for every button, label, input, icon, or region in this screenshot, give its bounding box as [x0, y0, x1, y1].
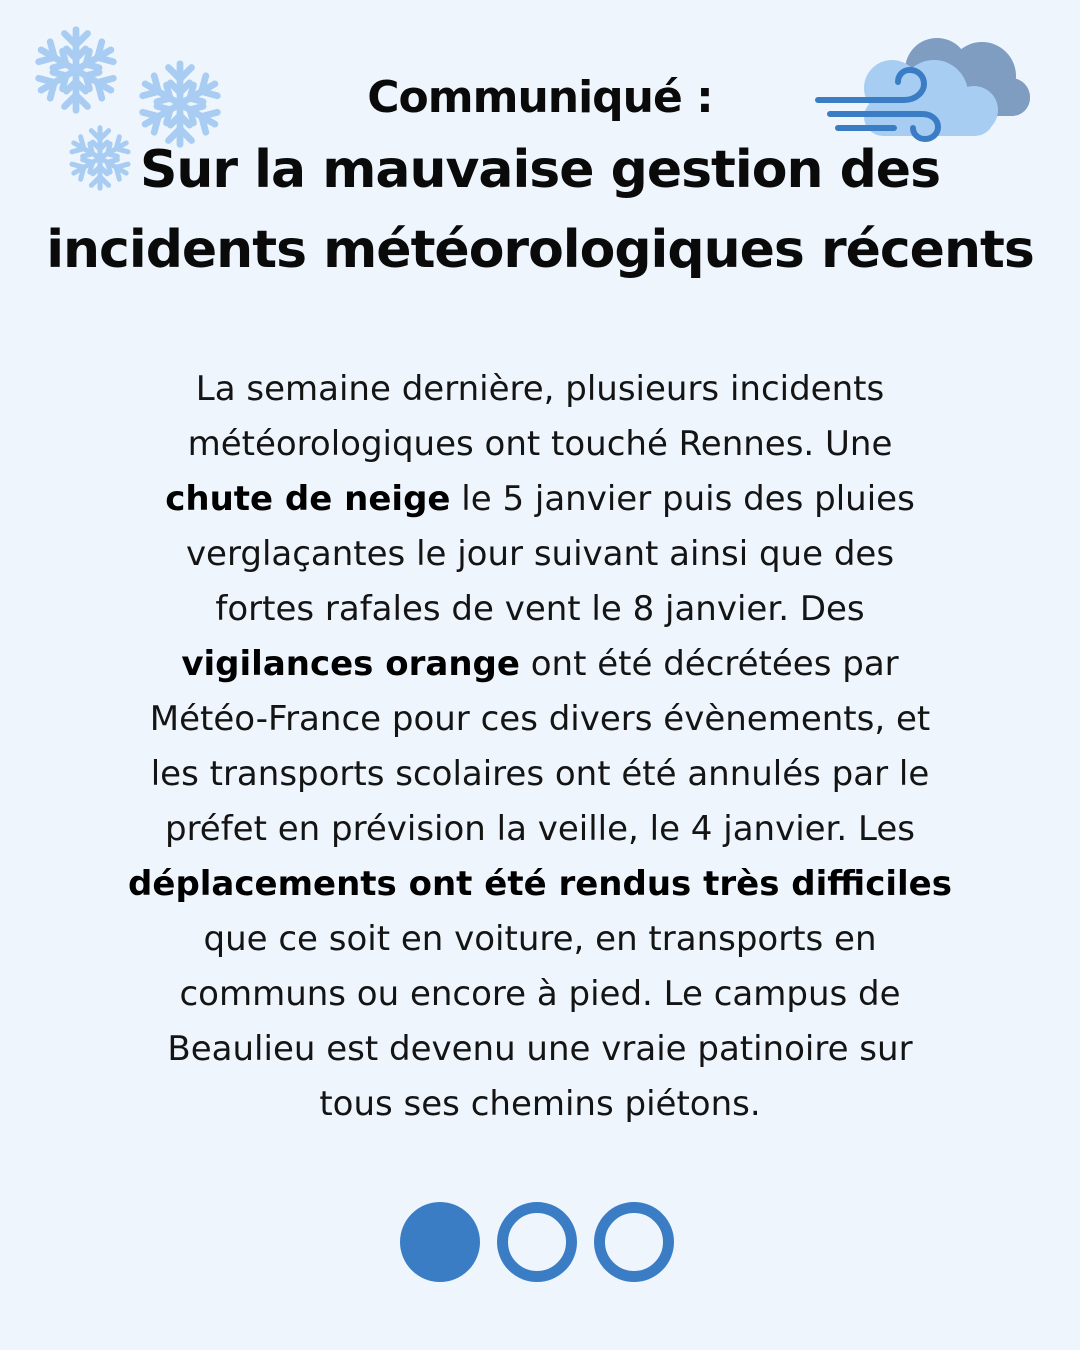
pagination-dot-active[interactable]: [400, 1202, 480, 1282]
body-text-segment: communs ou encore à pied. Le campus de: [179, 974, 901, 1014]
body-text-segment: le 5 janvier puis des pluies: [450, 479, 915, 519]
body-line: [100, 362, 980, 417]
pagination-dot[interactable]: [497, 1202, 577, 1282]
body-line: [100, 417, 980, 472]
body-line: [100, 967, 980, 1022]
body-text-segment: météorologiques ont touché Rennes. Une: [187, 424, 893, 464]
emphasis-text: déplacements ont été rendus très difficiles: [128, 864, 952, 904]
title-line-1: Communiqué :: [367, 72, 713, 123]
carousel-pagination: [400, 1202, 680, 1282]
title-line-2: Sur la mauvaise gestion des: [139, 140, 941, 200]
emphasis-text: chute de neige: [165, 479, 451, 519]
emphasis-text: vigilances orange: [181, 644, 520, 684]
body-line: [100, 802, 980, 857]
page-title: [0, 66, 1080, 290]
body-text-segment: ont été décrétées par: [519, 644, 899, 684]
body-line: [100, 1077, 980, 1132]
communique-body: [100, 362, 980, 1132]
body-line: [100, 527, 980, 582]
body-line: [100, 912, 980, 967]
body-line: [100, 857, 980, 912]
body-line: [100, 692, 980, 747]
body-line: [100, 747, 980, 802]
pagination-dot[interactable]: [594, 1202, 674, 1282]
body-text-segment: Beaulieu est devenu une vraie patinoire sur: [167, 1029, 913, 1069]
body-text-segment: fortes rafales de vent le 8 janvier. Des: [215, 589, 865, 629]
body-line: [100, 1022, 980, 1077]
body-text-segment: La semaine dernière, plusieurs incidents: [195, 369, 885, 409]
body-line: [100, 582, 980, 637]
body-text-segment: tous ses chemins piétons.: [319, 1084, 761, 1124]
body-text-segment: que ce soit en voiture, en transports en: [203, 919, 877, 959]
title-line-3: incidents météorologiques récents: [46, 220, 1034, 280]
body-paragraph: [100, 362, 980, 1132]
body-line: [100, 472, 980, 527]
body-line: [100, 637, 980, 692]
body-text-segment: verglaçantes le jour suivant ainsi que des: [185, 534, 895, 574]
body-text-segment: Météo-France pour ces divers évènements, et: [149, 699, 931, 739]
body-text-segment: les transports scolaires ont été annulés par le: [150, 754, 930, 794]
body-text-segment: préfet en prévision la veille, le 4 janvier. Les: [164, 809, 916, 849]
